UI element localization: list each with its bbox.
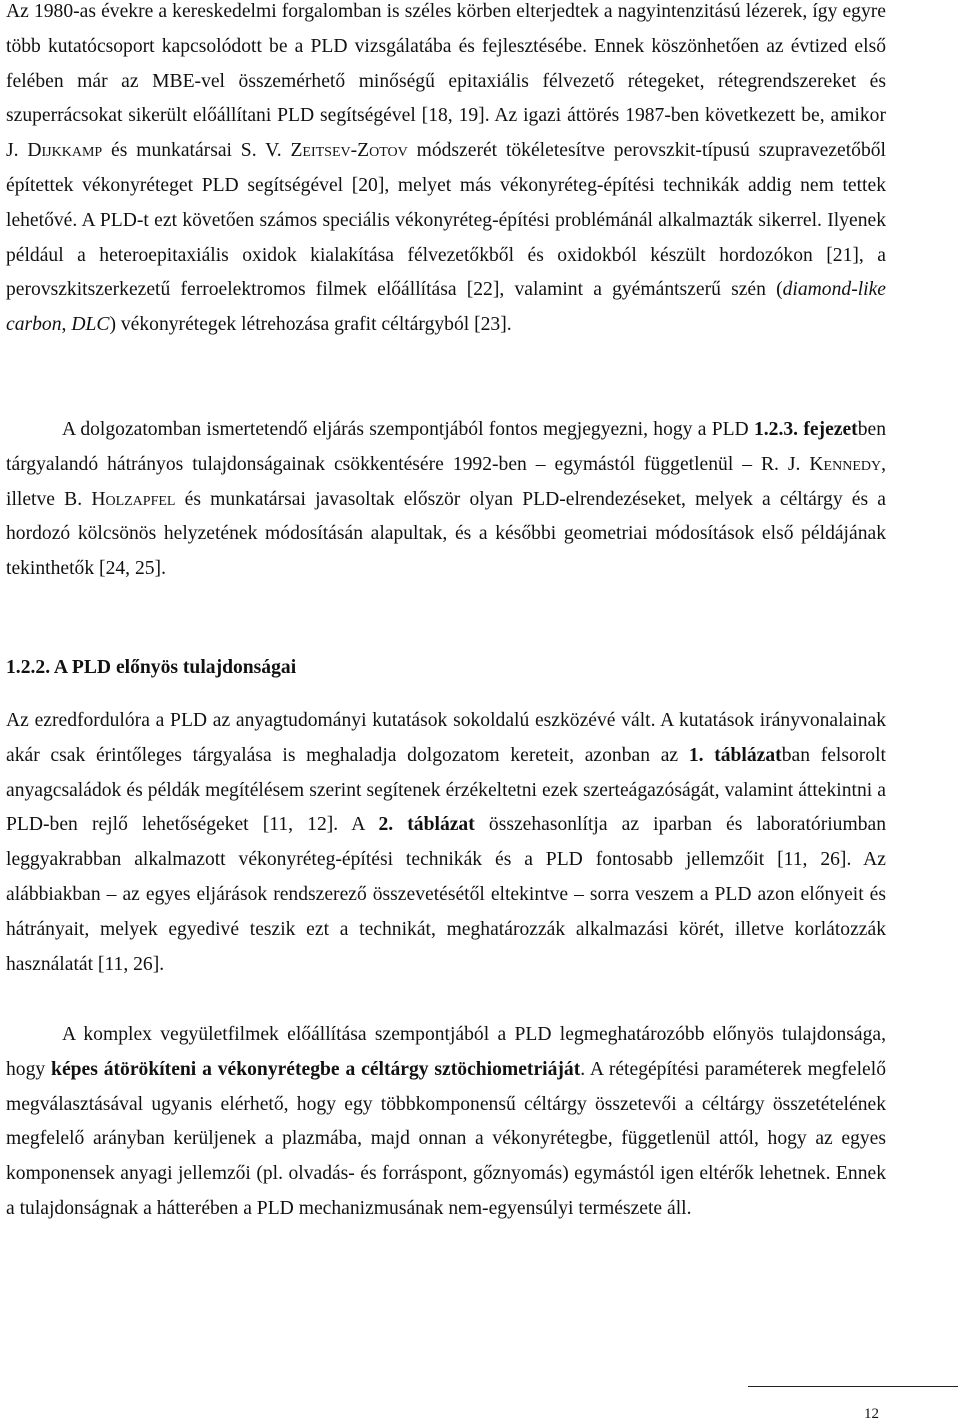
dlc-abbreviation: DLC — [71, 314, 110, 336]
text-run: , illetve B. — [6, 453, 886, 510]
text-run: , — [61, 314, 72, 336]
text-run: Az ezredfordulóra a PLD az anyagtudományi kutatások sokoldalú eszközévé vált. A kutatások irányvonalainak akár csak érintőleges tárgyalása is meghaladja dolgozatom kereteit, azonban az — [6, 710, 886, 766]
author-holzapfel: Holzapfel — [91, 488, 176, 510]
section-reference: 1.2.3. fejezet — [753, 419, 858, 440]
key-advantage: képes átörökíteni a vékonyrétegbe a céltárgy sztöchiometriáját — [51, 1058, 581, 1080]
text-run: . A rétegépítési paraméterek megfelelő megválasztásával ugyanis elérhető, hogy egy többkomponensű céltárgy összetevői a céltárgy összetételének megfelelő arányban kerüljenek a plazmába, majd onnan a vékonyrétegbe, függetlenül attól, hogy az egyes komponensek anyagi jellemzői (pl. olvadás- és forráspont, gőznyomás) egymástól igen eltérők lehetnek. Ennek a tulajdonságnak a hátterében a PLD mechanizmusának nem-egyensúlyi természete áll. — [6, 1058, 886, 1219]
paragraph-stoichiometry — [6, 1018, 886, 1227]
text-run: A dolgozatomban ismertetendő eljárás szempontjából fontos megjegyezni, hogy a PLD — [62, 419, 754, 440]
table-reference-2: 2. táblázat — [378, 814, 475, 836]
table-reference-1: 1. táblázat — [688, 744, 782, 766]
text-run: összehasonlítja az iparban és laboratóriumban leggyakrabban alkalmazott vékonyréteg-építési technikák és a PLD fontosabb jellemzőit [11, 26]. Az alábbiakban – az egyes eljárások rendszerező összevetésétől eltekintve – sorra veszem a PLD azon előnyeit és hátrányait, melyek egyedivé teszik ezt a technikát, meghatározzák alkalmazási körét, illetve korlátozzák használatát [11, 26]. — [6, 814, 887, 975]
text-run: módszerét tökéletesítve perovszkit-típusú szupravezetőből építettek vékonyréteget PLD segítségével [20], melyet más vékonyréteg-építési technikák addig nem tettek lehetővé. A PLD-t ezt követően számos speciális vékonyréteg-építési problémánál alkalmazták sikerrel. Ilyenek például a heteroepitaxiális oxidok kialakítása félvezetőkből és oxidokból készült hordozókon [21], a perovszkitszerkezetű ferroelektromos filmek előállítása [22], valamint a gyémántszerű szén ( — [6, 140, 886, 301]
dlc-term: diamond-like carbon — [6, 279, 886, 336]
footer-rule — [748, 1386, 958, 1387]
text-run: és munkatársai S. V. — [102, 140, 291, 162]
author-zeitsev-zotov: Zeitsev-Zotov — [290, 140, 408, 162]
text-run: és munkatársai javasoltak először olyan PLD-elrendezéseket, melyek a céltárgy és a hordozó kölcsönös helyzetének módosításán alapultak, és a későbbi geometriai módosítások első példájának tekinthetők [24, 25]. — [6, 488, 886, 580]
text-run: A komplex vegyületfilmek előállítása szempontjából a PLD legmeghatározóbb előnyös tulajdonsága, hogy — [6, 1024, 886, 1080]
text-run: Az 1980-as évekre a kereskedelmi forgalomban is széles körben elterjedtek a nagyintenzitású lézerek, így egyre több kutatócsoport kapcsolódott be a PLD vizsgálatába és fejlesztésébe. Ennek köszönhetően az évtized első felében már az MBE-vel összemérhető minőségű epitaxiális félvezető rétegeket, rétegrendszereket és szuperrácsokat sikerült előállítani PLD segítségével [18, 19]. Az igazi áttörés 1987-ben következett be, amikor J. — [6, 1, 886, 162]
author-kennedy: Kennedy — [809, 453, 882, 475]
text-run: ben tárgyalandó hátrányos tulajdonságainak csökkentésére 1992-ben – egymástól függetlenül – R. J. — [6, 419, 886, 475]
paragraph-applications — [6, 704, 886, 982]
paragraph-history — [6, 0, 886, 343]
section-heading: 1.2.2. A PLD előnyös tulajdonságai — [6, 657, 297, 678]
page-number: 12 — [864, 1406, 879, 1422]
paragraph-geometry — [6, 413, 886, 587]
author-dijkkamp: Dijkkamp — [27, 140, 103, 162]
text-run: ban felsorolt anyagcsaládok és példák megítélésem szerint segítenek érzékeltetni ezek szerteágazóságát, valamint áttekintni a PLD-ben rejlő lehetőségeket [11, 12]. A — [6, 744, 886, 836]
text-run: ) vékonyrétegek létrehozása grafit céltárgyból [23]. — [109, 314, 512, 336]
